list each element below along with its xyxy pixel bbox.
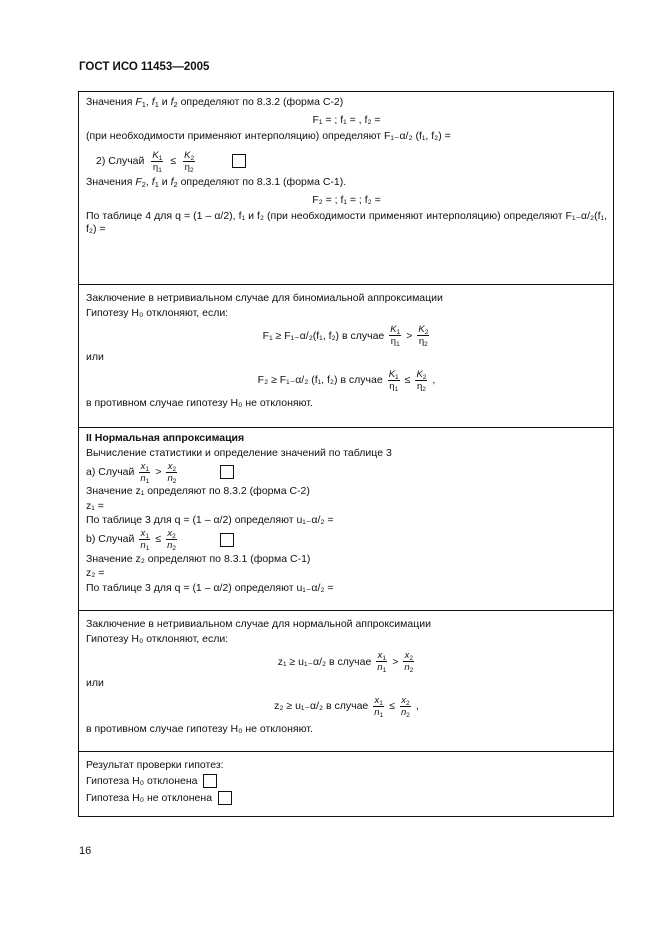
document-header: ГОСТ ИСО 11453—2005 (79, 61, 210, 73)
not-rejected-checkbox[interactable] (218, 791, 232, 805)
normal-conclusion-section (79, 610, 613, 751)
binomial-conclusion-section (79, 284, 613, 427)
result-rejected-row: Гипотеза H₀ отклонена (86, 773, 607, 790)
case-b-checkbox[interactable] (220, 533, 234, 547)
f1-values-fields: F₁ = ; f₁ = , f₂ = (312, 113, 381, 126)
case2-label: 2) Случай (96, 154, 145, 167)
normal-or: или (86, 677, 104, 689)
case2-checkbox[interactable] (232, 154, 246, 168)
binomial-calc-section (79, 92, 613, 284)
normal-approx-section (79, 427, 613, 610)
k1-eta1-fraction: $\frac{K_1}{\eta_1}$ (152, 149, 163, 174)
z1-text: Значение z₁ определяют по 8.3.2 (форма С-2) (86, 485, 310, 497)
result-title: Результат проверки гипотез: (86, 759, 224, 771)
k2-eta2-fraction: $\frac{K_2}{\eta_2}$ (184, 149, 195, 174)
binomial-or: или (86, 351, 104, 363)
table4-line-1: (при необходимости применяют интерполяцию) определяют F₁₋α/₂ (f₁, f₂) = (86, 130, 451, 142)
f1-values-line: Значения $F_1$, $f_1$ и $f_2$ определяют по 8.3.2 (форма С-2) (86, 96, 344, 109)
z2-equals: z₂ = (86, 567, 105, 579)
table4-line-2: По таблице 4 для q = (1 – α/2), f₁ и f₂ (при необходимости применяют интерполяцию) определяют F₁₋α/₂(f₁, f₂) = (86, 210, 607, 235)
normal-formula-1: z₁ ≥ u₁₋α/₂ в случае $\frac{x_1}{n_1}$ > $\frac{x_2}{n_2}$ (277, 650, 414, 674)
page-number: 16 (79, 845, 92, 857)
normal-formula-2: z₂ ≥ u₁₋α/₂ в случае $\frac{x_1}{n_1}$ ≤ $\frac{x_2}{n_2}$ , (274, 694, 419, 719)
binomial-formula-2: F₂ ≥ F₁₋α/₂ (f₁, f₂) в случае $\frac{K_1}{\eta_1}$ ≤ $\frac{K_2}{\eta_2}$ , (257, 368, 436, 393)
result-not-rejected-row: Гипотеза H₀ не отклонена (86, 790, 607, 807)
rejected-checkbox[interactable] (203, 774, 217, 788)
table3-line-1: По таблице 3 для q = (1 – α/2) определяют u₁₋α/₂ = (86, 514, 334, 526)
binomial-otherwise: в противном случае гипотезу H₀ не отклоняют. (86, 396, 313, 409)
f2-values-fields: F₂ = ; f₁ = ; f₂ = (312, 193, 381, 206)
f2-values-line: Значения $F_2$, $f_1$ и $f_2$ определяют по 8.3.1 (форма С-1). (86, 176, 347, 189)
case-a-row: а) Случай $\frac{x_1}{n_1}$ > $\frac{x_2}{n_2}$ (86, 460, 607, 484)
binomial-formula-1: F₁ ≥ F₁₋α/₂(f₁, f₂) в случае $\frac{K_1}{\eta_1}$ > $\frac{K_2}{\eta_2}$ (262, 324, 429, 348)
case2-row: 2) Случай $\frac{K_1}{\eta_1}$ ≤ $\frac{K_2}{\eta_2}$ (86, 147, 607, 175)
z1-equals: z₁ = (86, 499, 104, 512)
normal-approx-title: II Нормальная аппроксимация (86, 432, 245, 444)
binomial-reject-condition: Гипотезу H₀ отклоняют, если: (86, 306, 229, 319)
normal-conclusion-title: Заключение в нетривиальном случае для нормальной аппроксимации (86, 618, 431, 630)
form-table (78, 91, 614, 817)
z2-text: Значение z₂ определяют по 8.3.1 (форма С-1) (86, 552, 311, 565)
binomial-conclusion-title: Заключение в нетривиальном случае для биномиальной аппроксимации (86, 292, 443, 304)
normal-reject-condition: Гипотезу H₀ отклоняют, если: (86, 632, 229, 645)
table3-line-2: По таблице 3 для q = (1 – α/2) определяют u₁₋α/₂ = (86, 581, 334, 594)
normal-approx-subtitle: Вычисление статистики и определение значений по таблице 3 (86, 446, 392, 459)
normal-otherwise: в противном случае гипотезу H₀ не отклоняют. (86, 722, 313, 735)
case-b-row: b) Случай $\frac{x_1}{n_1}$ ≤ $\frac{x_2}{n_2}$ (86, 528, 607, 552)
case-a-checkbox[interactable] (220, 465, 234, 479)
result-section (79, 751, 613, 816)
